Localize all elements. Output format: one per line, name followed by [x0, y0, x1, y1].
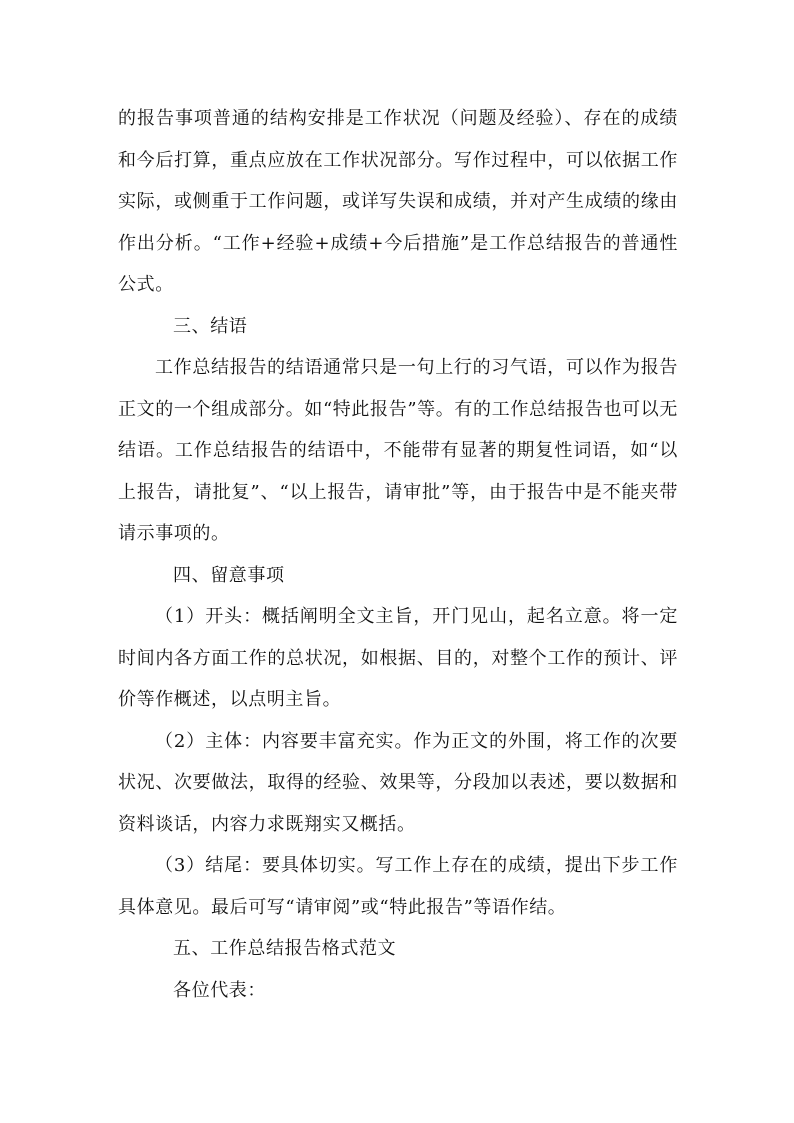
body-paragraph: 工作总结报告的结语通常只是一句上行的习气语，可以作为报告正文的一个组成部分。如“特此报告”等。有的工作总结报告也可以无结语。工作总结报告的结语中，不能带有显著的期复性词语，如“以上报告，请批复”、“以上报告，请审批”等，由于报告中是不能夹带请示事项的。 — [118, 357, 678, 544]
section-heading-conclusion: 三、结语 — [173, 315, 248, 337]
section-heading-sample: 五、工作总结报告格式范文 — [173, 938, 397, 959]
body-paragraph: 的报告事项普通的结构安排是工作状况（问题及经验）、存在的成绩和今后打算，重点应放在工作状况部分。写作过程中，可以依据工作实际，或侧重于工作问题，或详写失误和成绩，并对产生成绩的缘由作出分析。“工作+经验+成绩+今后措施”是工作总结报告的普通性公式。 — [118, 108, 678, 295]
salutation: 各位代表： — [173, 979, 266, 1001]
document-body — [118, 98, 678, 1011]
list-item-opening: （1）开头：概括阐明全文主旨，开门见山，起名立意。将一定时间内各方面工作的总状况，如根据、目的，对整个工作的预计、评价等作概述，以点明主旨。 — [118, 606, 678, 710]
section-heading-notes: 四、留意事项 — [173, 564, 285, 586]
list-item-main-body: （2）主体：内容要丰富充实。作为正文的外围，将工作的次要状况、次要做法，取得的经验、效果等，分段加以表述，要以数据和资料谈话，内容力求既翔实又概括。 — [118, 730, 678, 835]
list-item-ending: （3）结尾：要具体切实。写工作上存在的成绩，提出下步工作具体意见。最后可写“请审阅”或“特此报告”等语作结。 — [118, 855, 678, 918]
